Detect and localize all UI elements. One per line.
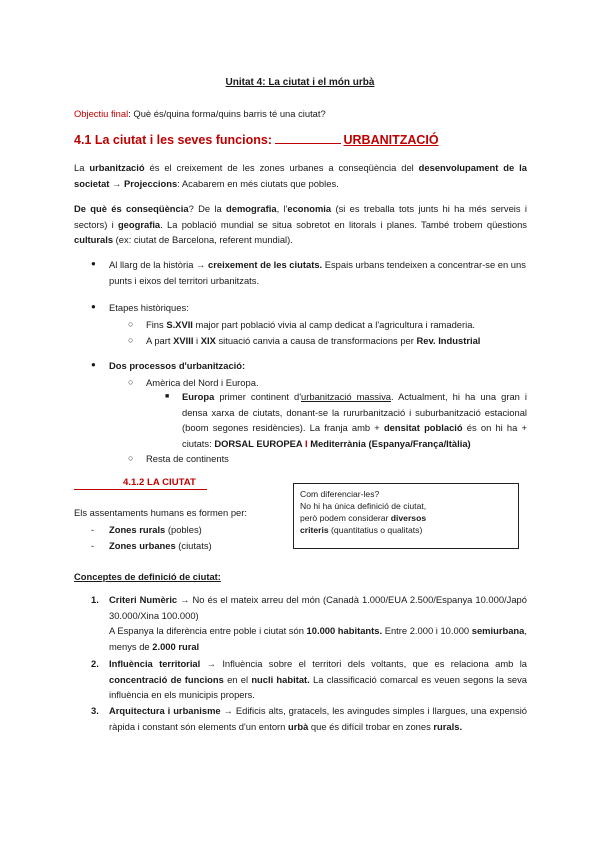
text-run: La classificació comarcal es veuen segons la seva influència en els municipis propers. [109,673,527,700]
text-run: i [193,335,201,346]
section-heading-1-prefix: 4.1 La ciutat i les seves funcions: [74,133,272,147]
bold-run: desenvolupament de la societat [74,162,527,189]
section-heading-2-label: 4.1.2 LA CIUTAT [123,477,196,488]
paragraph-urbanitzacio [74,160,527,191]
text-run: en el [223,673,252,685]
bullet-dot-icon: ● [91,360,96,369]
text-run: A part [146,335,174,346]
bullet-historia [109,257,527,288]
text-run: primer continent d' [214,391,302,402]
box-line-4 [300,524,512,536]
text-run: que és difícil trobar en zones [308,720,434,732]
text-run: , l' [276,203,288,214]
bold-run: Arquitectura i urbanisme [109,705,221,716]
paragraph-consequencia [74,201,527,248]
text-run: → No és el mateix arreu del món (Canadà 1.000/EUA 2.500/Espanya 10.000/Japó 30.000/Xina 100.000) [109,594,527,621]
underlined-run: urbanització massiva [301,391,391,402]
concept-influencia-territorial [109,656,527,703]
text-run: (pobles) [165,524,202,535]
proces-resta-continents: Resta de continents [146,453,229,464]
box-line-1: Com diferenciar-les? [300,489,380,499]
bold-run: criteris [300,525,329,535]
bullet-dot-icon: ● [91,259,96,268]
etapa-segle-xviii-xix [146,333,536,349]
concepts-heading: Conceptes de definició de ciutat: [74,571,221,582]
bullet-processos [109,358,245,374]
text-run: : Acabarem en més ciutats que pobles. [177,177,339,189]
text-run: Espais urbans tendeixen a concentrar-se en uns punts i eixos del territori urbanitzats. [109,259,526,286]
bold-run: De què és conseqüència [74,203,189,214]
box-line-2: No hi ha única definició de ciutat, [300,501,427,511]
bold-run: nucli habitat. [251,673,310,685]
settlement-rural [109,522,202,538]
text-run: → Influència sobre el territori dels voltants, que es relaciona amb la [200,658,527,669]
text-run: . Actualment, hi ha una gran i densa xarxa de ciutats, donant-se la rururbanització i suburbanització estacional (boom segones residències). La franja amb + [182,391,527,433]
bold-run: XVIII [173,335,194,346]
text-run: , menys de [109,625,527,652]
text-run: → [109,177,125,189]
etapa-segle-xvii [146,317,536,333]
proces-america-europa: Amèrica del Nord i Europa. [146,377,259,388]
section-heading-1 [74,133,439,147]
concept-criteri-numeric [109,592,527,654]
dash-marker: - [91,524,95,535]
bold-run: Zones urbanes [109,540,176,551]
bullet-dot-icon: ● [91,302,96,311]
text-run: però podem considerar [300,513,391,523]
bold-run: Mediterrània (Espanya/França/Itàlia) [310,437,471,449]
bold-run: concentració de funcions [109,673,224,685]
bullet-etapes: Etapes històriques: [109,302,189,313]
list-number: 3. [91,705,99,716]
section-heading-1-keyword: URBANITZACIÓ [343,133,439,147]
bullet-circle-icon: ○ [128,377,134,387]
text-run: (ciutats) [175,540,212,551]
bold-run: rurals. [433,720,463,732]
text-run: (si es treballa tots junts hi ha més serveis i sectors) i [74,203,527,230]
text-run: La [74,162,90,173]
text-run: és on hi ha + ciutats: [182,422,528,449]
bold-run: Europa [182,391,215,402]
bold-run: 2.000 rural [152,640,200,652]
text-run: → Edificis alts, gratacels, les avingudes simples i llargues, una expensió ràpida i constant són elements d'un entorn [109,705,527,732]
bold-run: geografia [117,218,161,230]
text-run: major part població vivia al camp dedicat a l'agricultura i ramaderia. [192,319,476,330]
text-run: Al llarg de la història → [109,259,209,270]
dash-marker: - [91,540,95,551]
bold-run: Criteri Numèric [109,594,178,605]
bullet-circle-icon: ○ [128,453,134,463]
text-run: A Espanya la diferència entre poble i ciutat són [109,625,307,636]
objective-label: Objectiu final [74,108,129,119]
bold-run: urbanització [89,162,145,173]
bold-run: Zones rurals [109,524,166,535]
section-heading-2 [74,477,207,490]
list-number: 1. [91,594,99,605]
bold-run: creixement de les ciutats. [208,259,323,270]
text-run: situació canvia a causa de transformacions per [215,335,417,346]
list-number: 2. [91,658,99,669]
settlements-intro: Els assentaments humans es formen per: [74,507,247,518]
bullet-circle-icon: ○ [128,335,134,345]
bold-run: XIX [200,335,216,346]
concept-arquitectura-urbanisme [109,703,527,734]
bold-run: 10.000 habitants. [306,625,383,636]
page-title: Unitat 4: La ciutat i el món urbà [225,77,375,88]
bold-run: demografia [226,203,277,214]
objective-line [74,106,534,122]
text-run: ? De la [188,203,227,214]
europa-detail [182,389,527,451]
bold-run: culturals [74,234,114,245]
objective-text: : Què és/quina forma/quins barris té una ciutat? [128,108,326,119]
bold-run: diversos [390,513,427,523]
text-run: és el creixement de les zones urbanes a conseqüència del [144,162,419,173]
bold-run: Rev. Industrial [416,335,481,346]
text-run: Entre 2.000 i 10.000 [382,625,472,636]
separator-run: I [302,437,311,449]
settlement-urban [109,538,212,554]
bullet-circle-icon: ○ [128,319,134,329]
bold-run: semiurbana [471,625,525,636]
text-run: Fins [146,319,167,330]
bold-run: Influència territorial [109,658,201,669]
heading-underline-gap [275,133,341,144]
bold-run: urbà [288,720,309,732]
differentiate-box [293,483,519,549]
box-line-3 [300,512,512,524]
bold-run: economia [287,203,332,214]
bold-run: S.XVII [166,319,193,330]
bold-run: Projeccions [124,177,178,189]
bullet-square-icon: ■ [165,393,170,400]
bold-run: densitat població [383,422,463,433]
bold-run: DORSAL EUROPEA [214,437,303,449]
bold-run: Dos processos d'urbanització: [109,360,246,371]
text-run: (ex: ciutat de Barcelona, referent mundial). [113,234,293,245]
text-run: . La població mundial se situa sobretot en litorals i planes. També trobem qüestions [160,218,527,230]
text-run: (quantitatius o qualitats) [328,525,423,535]
